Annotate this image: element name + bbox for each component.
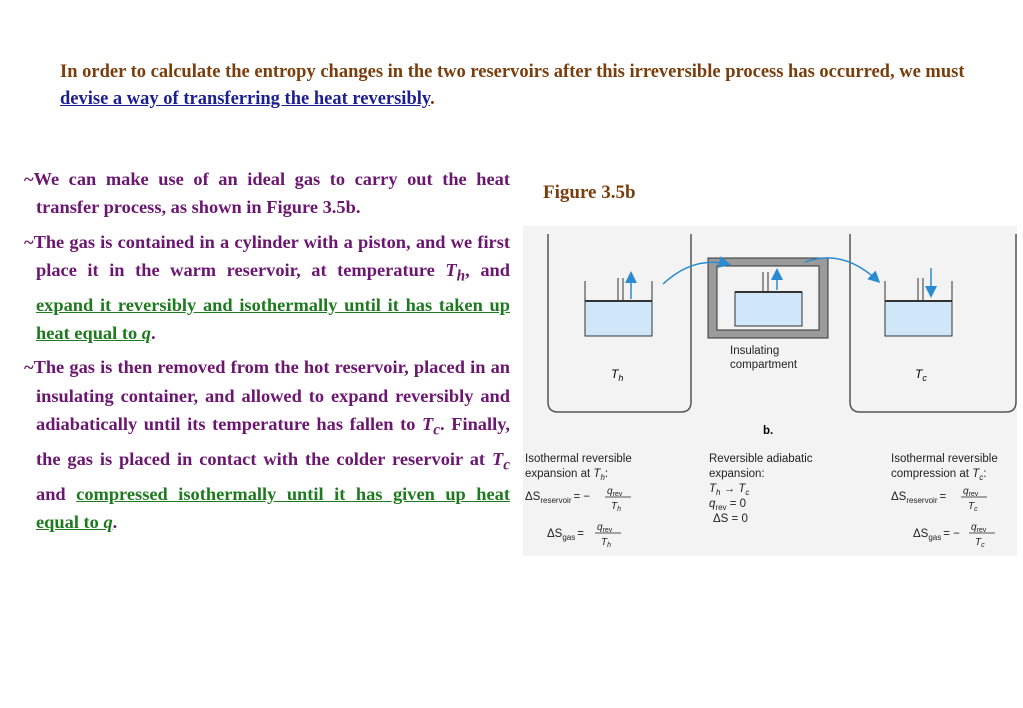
- cold-temp-label: $T_c$: [915, 367, 927, 383]
- explanation-column: [24, 165, 510, 543]
- svg-text:Isothermal reversible: Isothermal reversible: [891, 453, 998, 465]
- svg-text:Tc: $T_c$: [968, 501, 978, 513]
- p2-highlight: expand it reversibly and isothermally until it has taken up heat equal to q: [36, 294, 510, 344]
- p3-text-a: ~The gas is then removed from the hot reservoir, placed in an insulating container, and allowed to expand reversibly and adiabatically until its temperature has fallen to: [24, 357, 510, 435]
- svg-text:qrev = 0: $q_{rev} = 0$: [709, 498, 747, 512]
- paragraph-1: ~We can make use of an ideal gas to carry out the heat transfer process, as shown in Figure 3.5b.: [24, 169, 510, 218]
- svg-text:Isothermal reversible: Isothermal reversible: [525, 453, 632, 465]
- p3-Tc: $T_c$: [422, 414, 441, 439]
- svg-text:qrev: $q_{rev}$: [607, 486, 623, 498]
- caption-adiabatic-expansion: [709, 453, 813, 525]
- intro-link[interactable]: devise a way of transferring the heat reversibly: [60, 89, 431, 109]
- paragraph-2: [24, 228, 510, 348]
- svg-text:ΔS = 0: ΔS = 0: [713, 513, 748, 525]
- intro-end: .: [430, 89, 435, 109]
- paragraph-3: [24, 353, 510, 536]
- hot-temp-label: $T_h$: [611, 367, 624, 383]
- svg-text:qrev: $q_{rev}$: [963, 486, 979, 498]
- svg-text:Th: $T_h$: [611, 501, 622, 513]
- p2-text-c: .: [150, 323, 156, 344]
- svg-text:expansion:: expansion:: [709, 468, 765, 480]
- cold-piston-rod: [918, 278, 923, 301]
- hot-piston-rod: [618, 278, 623, 301]
- svg-text:qrev: $q_{rev}$: [971, 522, 987, 534]
- p2-Th: $T_h$: [445, 259, 466, 285]
- svg-text:Reversible adiabatic: Reversible adiabatic: [709, 453, 813, 465]
- p2-text-b: , and: [465, 259, 510, 280]
- p3-text-c: and: [36, 483, 77, 504]
- figure-title: Figure 3.5b: [543, 182, 636, 203]
- svg-text:expansion at Th:: expansion at $T_h$:: [525, 468, 609, 482]
- caption-isothermal-compression: [891, 453, 998, 549]
- svg-text:Th → Tc: $T_h \to T_c$: [709, 483, 750, 497]
- middle-cylinder-gas: [735, 292, 802, 326]
- svg-text:ΔSreservoir=: $\Delta S_{reservoir}$ =: [891, 491, 947, 505]
- p2-text-a: ~The gas is contained in a cylinder with a piston, and we first place it in the warm reservoir, at temperature: [24, 231, 510, 280]
- svg-text:ΔSreservoir= −: $\Delta S_{reservoir}$ = −: [525, 491, 591, 505]
- caption-isothermal-expansion: [525, 453, 632, 549]
- svg-text:ΔSgas=: $\Delta S_{gas}$ =: [547, 528, 584, 542]
- figure-3-5b: [523, 226, 1017, 556]
- p3-Tc-2: $T_c$: [491, 449, 510, 474]
- cold-cylinder-gas: [885, 301, 952, 336]
- svg-text:Tc: $T_c$: [975, 537, 985, 549]
- p3-text-d: .: [112, 512, 118, 533]
- insulating-label: Insulating compartment: [730, 345, 798, 371]
- intro-lead: In order to calculate the entropy changes in the two reservoirs after this irreversible process has occurred, we must: [60, 62, 965, 82]
- figure-panel-label: b.: [763, 425, 774, 437]
- svg-text:compression at Tc:: compression at $T_c$:: [891, 468, 987, 482]
- p3-highlight: compressed isothermally until it has given up heat equal to q: [36, 483, 510, 533]
- svg-text:qrev: $q_{rev}$: [597, 522, 613, 534]
- svg-text:Th: $T_h$: [601, 537, 612, 549]
- svg-text:ΔSgas= −: $\Delta S_{gas}$ = −: [913, 528, 960, 542]
- figure-svg: [523, 226, 1017, 556]
- p3-text-b: . Finally, the gas is placed in contact with the colder reservoir at: [36, 414, 510, 470]
- hot-cylinder-gas: [585, 301, 652, 336]
- intro-text: [60, 59, 1000, 113]
